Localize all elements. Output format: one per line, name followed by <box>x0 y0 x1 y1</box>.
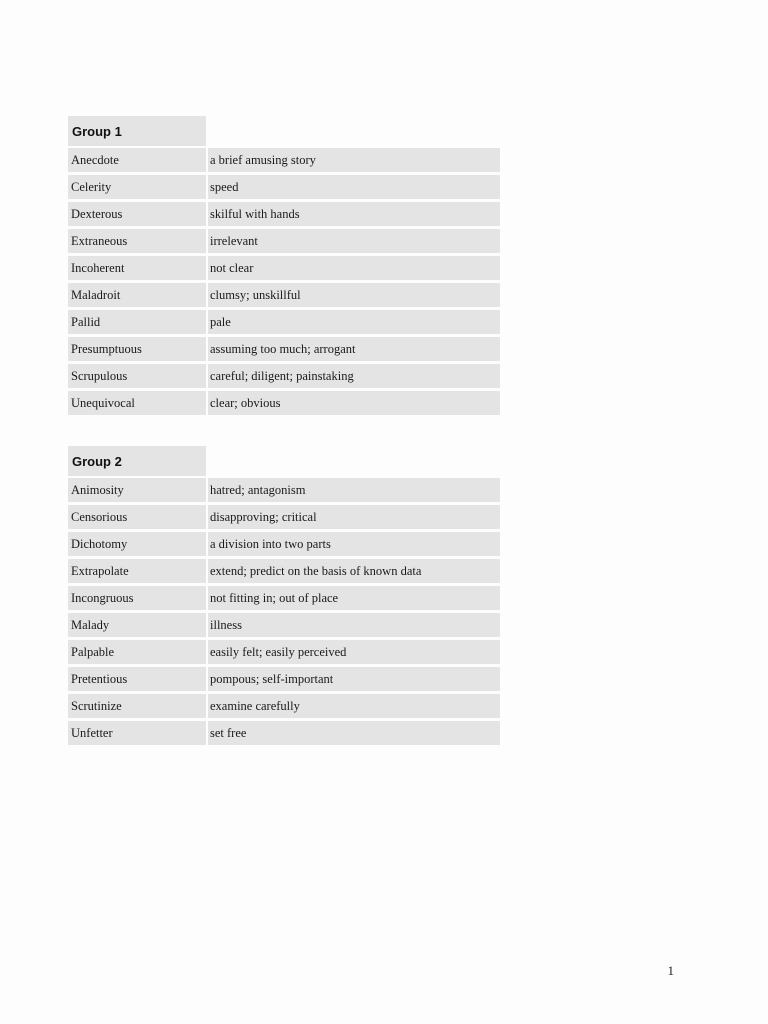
table-row <box>68 364 500 388</box>
vocab-definition: not clear <box>208 256 500 280</box>
table-row <box>68 337 500 361</box>
table-row <box>68 478 500 502</box>
vocab-word: Anecdote <box>68 148 206 172</box>
group-title: Group 1 <box>68 116 206 146</box>
table-row <box>68 175 500 199</box>
table-row <box>68 532 500 556</box>
vocab-definition: extend; predict on the basis of known data <box>208 559 500 583</box>
vocab-word: Extraneous <box>68 229 206 253</box>
vocab-definition: assuming too much; arrogant <box>208 337 500 361</box>
vocab-definition: a brief amusing story <box>208 148 500 172</box>
vocabulary-table-group-1 <box>68 116 500 415</box>
vocab-definition: irrelevant <box>208 229 500 253</box>
table-row <box>68 310 500 334</box>
table-row <box>68 613 500 637</box>
vocabulary-table-group-2 <box>68 446 500 745</box>
vocab-definition: a division into two parts <box>208 532 500 556</box>
table-row <box>68 202 500 226</box>
table-row <box>68 505 500 529</box>
header-spacer <box>206 446 500 476</box>
vocab-word: Pretentious <box>68 667 206 691</box>
vocab-word: Unequivocal <box>68 391 206 415</box>
table-row <box>68 391 500 415</box>
group-header-row <box>68 116 500 146</box>
header-spacer <box>206 116 500 146</box>
vocab-word: Incongruous <box>68 586 206 610</box>
group-header-row <box>68 446 500 476</box>
vocab-definition: disapproving; critical <box>208 505 500 529</box>
vocab-word: Incoherent <box>68 256 206 280</box>
vocab-word: Pallid <box>68 310 206 334</box>
vocab-definition: examine carefully <box>208 694 500 718</box>
vocab-word: Celerity <box>68 175 206 199</box>
vocab-definition: easily felt; easily perceived <box>208 640 500 664</box>
table-row <box>68 694 500 718</box>
table-row <box>68 667 500 691</box>
vocab-definition: hatred; antagonism <box>208 478 500 502</box>
vocab-word: Scrupulous <box>68 364 206 388</box>
vocab-word: Palpable <box>68 640 206 664</box>
table-row <box>68 148 500 172</box>
table-row <box>68 229 500 253</box>
vocab-definition: illness <box>208 613 500 637</box>
vocab-word: Censorious <box>68 505 206 529</box>
vocab-definition: clumsy; unskillful <box>208 283 500 307</box>
vocab-word: Presumptuous <box>68 337 206 361</box>
vocab-word: Extrapolate <box>68 559 206 583</box>
vocab-definition: clear; obvious <box>208 391 500 415</box>
table-row <box>68 586 500 610</box>
group-title: Group 2 <box>68 446 206 476</box>
vocab-definition: skilful with hands <box>208 202 500 226</box>
page-number: 1 <box>667 963 674 978</box>
table-row <box>68 640 500 664</box>
vocab-definition: pale <box>208 310 500 334</box>
vocab-word: Dexterous <box>68 202 206 226</box>
table-row <box>68 256 500 280</box>
table-row <box>68 559 500 583</box>
vocab-definition: not fitting in; out of place <box>208 586 500 610</box>
vocab-word: Unfetter <box>68 721 206 745</box>
vocab-word: Malady <box>68 613 206 637</box>
vocab-definition: pompous; self-important <box>208 667 500 691</box>
table-row <box>68 721 500 745</box>
vocab-word: Animosity <box>68 478 206 502</box>
vocab-definition: careful; diligent; painstaking <box>208 364 500 388</box>
table-row <box>68 283 500 307</box>
vocab-definition: speed <box>208 175 500 199</box>
vocab-word: Dichotomy <box>68 532 206 556</box>
vocab-word: Scrutinize <box>68 694 206 718</box>
vocab-word: Maladroit <box>68 283 206 307</box>
vocab-definition: set free <box>208 721 500 745</box>
